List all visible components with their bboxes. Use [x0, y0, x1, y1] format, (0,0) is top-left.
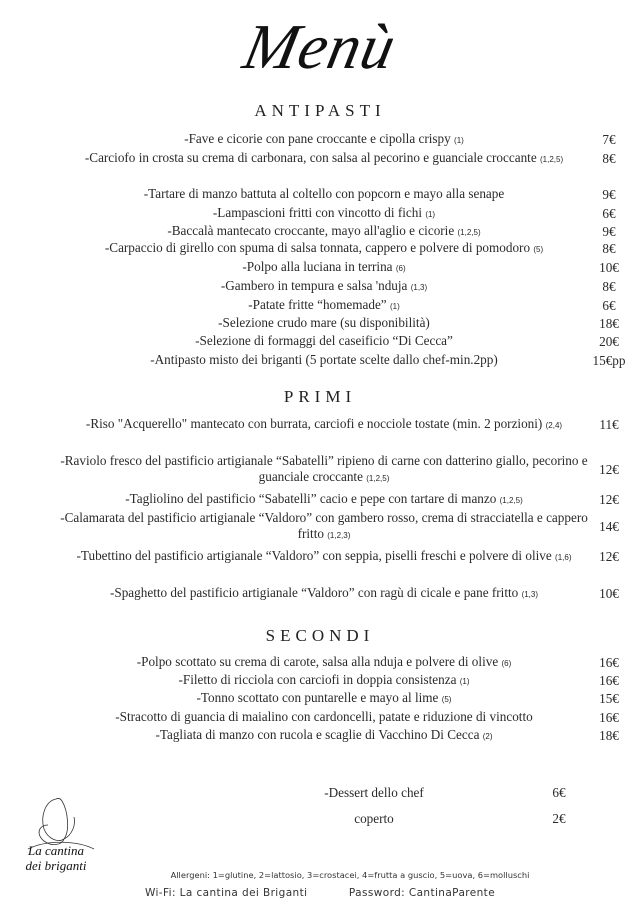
item-price: 12€ [599, 462, 619, 477]
item-price: 15€pp [592, 353, 626, 368]
item-name: -Raviolo fresco del pastificio artigianale “Sabatelli” ripieno di carne con datterino giallo, pecorino e guanciale croccante [60, 453, 588, 484]
item-name: -Tagliolino del pastificio “Sabatelli” cacio e pepe con tartare di manzo [125, 491, 497, 506]
menu-item [60, 453, 630, 487]
logo-text-line1: La cantina [28, 843, 84, 858]
menu-item [60, 585, 630, 603]
menu-item [60, 315, 630, 333]
item-allergens: (1,3) [521, 590, 539, 599]
menu-item [60, 259, 630, 277]
item-price: 6€ [602, 298, 616, 313]
item-price: 8€ [602, 241, 616, 256]
item-name: -Filetto di ricciola con carciofi in doppia consistenza [178, 672, 457, 687]
item-allergens: (2) [482, 732, 493, 741]
menu-item [60, 223, 630, 241]
menu-item-dessert [210, 785, 580, 801]
item-allergens: (1) [425, 210, 436, 219]
menu-item [60, 278, 630, 296]
item-price: 15€ [599, 691, 619, 706]
item-price: 16€ [599, 710, 619, 725]
item-allergens: (1,2,5) [540, 155, 564, 164]
item-price: 10€ [599, 586, 619, 601]
item-description [60, 672, 588, 690]
item-price: 2€ [552, 811, 566, 826]
item-price: 9€ [602, 187, 616, 202]
item-allergens: (1,6) [555, 553, 572, 562]
item-allergens: (1,2,5) [366, 474, 390, 483]
item-allergens: (1,2,5) [457, 228, 481, 237]
item-allergens: (5) [533, 245, 544, 254]
item-allergens: (6) [395, 264, 406, 273]
item-description [60, 654, 588, 672]
item-name: -Stracotto di guancia di maialino con cardoncelli, patate e riduzione di vincotto [115, 709, 533, 724]
item-name: -Polpo alla luciana in terrina [242, 259, 393, 274]
item-description [60, 727, 588, 745]
item-description [60, 548, 588, 566]
item-description [60, 690, 588, 708]
item-price: 18€ [599, 728, 619, 743]
item-description [60, 186, 588, 204]
item-name: -Carpaccio di girello con spuma di salsa tonnata, cappero e polvere di pomodoro [104, 240, 531, 255]
item-description [60, 333, 588, 351]
allergens-legend: Allergeni: 1=glutine, 2=lattosio, 3=crostacei, 4=frutta a guscio, 5=uova, 6=molluschi [170, 870, 530, 880]
item-name: -Tagliata di manzo con rucola e scaglie di Vacchino Di Cecca [155, 727, 480, 742]
item-price: 14€ [599, 519, 619, 534]
item-description [60, 131, 588, 149]
item-name: -Antipasto misto dei briganti (5 portate scelte dallo chef-min.2pp) [150, 352, 498, 367]
item-description [60, 491, 588, 509]
section-heading-primi: PRIMI [283, 387, 357, 406]
menu-item [60, 297, 630, 315]
item-description [60, 585, 588, 603]
item-allergens: (1) [459, 677, 470, 686]
item-allergens: (2,4) [545, 421, 563, 430]
item-name: -Gambero in tempura e salsa 'nduja [220, 278, 408, 293]
logo-text-line2: dei briganti [25, 858, 87, 873]
section-heading-antipasti: ANTIPASTI [254, 101, 386, 120]
wifi-name: Wi-Fi: La cantina dei Briganti [144, 887, 308, 899]
menu-item [60, 510, 630, 544]
item-description [60, 416, 588, 434]
item-allergens: (1,2,5) [499, 496, 523, 505]
menu-item [60, 240, 630, 258]
menu-item [60, 150, 630, 168]
menu-item-coperto [210, 811, 580, 827]
item-name: -Calamarata del pastificio artigianale “Valdoro” con gambero rosso, crema di stracciatella e cappero fritto [60, 510, 588, 541]
item-allergens: (1) [389, 302, 400, 311]
item-name: -Selezione di formaggi del caseificio “Di Cecca” [195, 333, 453, 348]
menu-title: Menù [237, 11, 403, 82]
item-name: -Fave e cicorie con pane croccante e cipolla crispy [184, 131, 451, 146]
item-allergens: (1,3) [410, 283, 428, 292]
item-price: 16€ [599, 655, 619, 670]
item-name: -Tartare di manzo battuta al coltello con popcorn e mayo alla senape [143, 186, 505, 201]
menu-item [60, 205, 630, 223]
item-price: 6€ [602, 206, 616, 221]
item-description [60, 223, 588, 241]
menu-item [60, 416, 630, 434]
item-description [60, 259, 588, 277]
item-description [60, 297, 588, 315]
menu-item [60, 727, 630, 745]
item-price: 12€ [599, 492, 619, 507]
menu-item [60, 709, 630, 727]
menu-item [60, 672, 630, 690]
menu-item [60, 654, 630, 672]
item-price: 8€ [602, 151, 616, 166]
item-description [60, 205, 588, 223]
item-price: 6€ [552, 785, 566, 800]
item-price: 18€ [599, 316, 619, 331]
item-description [60, 510, 588, 544]
item-description [60, 453, 588, 487]
item-price: 7€ [602, 132, 616, 147]
item-allergens: (5) [441, 695, 452, 704]
item-allergens: (6) [501, 659, 512, 668]
section-heading-secondi: SECONDI [265, 626, 375, 645]
menu-item [60, 690, 630, 708]
item-description [60, 150, 588, 168]
item-name: -Spaghetto del pastificio artigianale “Valdoro” con ragù di cicale e pane fritto [109, 585, 519, 600]
item-name: -Polpo scottato su crema di carote, salsa alla nduja e polvere di olive [136, 654, 499, 669]
item-description [60, 709, 588, 727]
menu-item [60, 548, 630, 566]
item-name: -Carciofo in crosta su crema di carbonara, con salsa al pecorino e guanciale croccante [84, 150, 537, 165]
item-price: 11€ [599, 417, 619, 432]
item-price: 9€ [602, 224, 616, 239]
item-name: -Tonno scottato con puntarelle e mayo al lime [196, 690, 439, 705]
wifi-info [0, 887, 640, 899]
item-name: -Selezione crudo mare (su disponibilità) [218, 315, 430, 330]
item-name: -Patate fritte “homemade” [248, 297, 387, 312]
menu-item [60, 352, 630, 370]
menu-item [60, 131, 630, 149]
item-price: 16€ [599, 673, 619, 688]
item-description [60, 315, 588, 333]
item-allergens: (1,2,3) [327, 531, 351, 540]
item-name: coperto [354, 811, 394, 826]
item-allergens: (1) [454, 136, 464, 145]
item-name: -Lampascioni fritti con vincotto di fichi [212, 205, 423, 220]
item-name: -Dessert dello chef [324, 785, 424, 800]
item-description [60, 240, 588, 258]
item-description [60, 278, 588, 296]
wifi-password: Password: CantinaParente [348, 887, 496, 899]
item-name: -Tubettino del pastificio artigianale “Valdoro” con seppia, piselli freschi e polvere di olive [76, 548, 552, 563]
menu-item [60, 491, 630, 509]
item-name: -Riso "Acquerello" mantecato con burrata, carciofi e nocciole tostate (min. 2 porzioni) [85, 416, 543, 431]
menu-item [60, 186, 630, 204]
item-description [60, 352, 588, 370]
item-price: 10€ [599, 260, 619, 275]
item-price: 20€ [599, 334, 619, 349]
item-name: -Baccalà mantecato croccante, mayo all'aglio e cicorie [167, 223, 455, 238]
item-price: 8€ [602, 279, 616, 294]
menu-item [60, 333, 630, 351]
item-price: 12€ [599, 549, 619, 564]
